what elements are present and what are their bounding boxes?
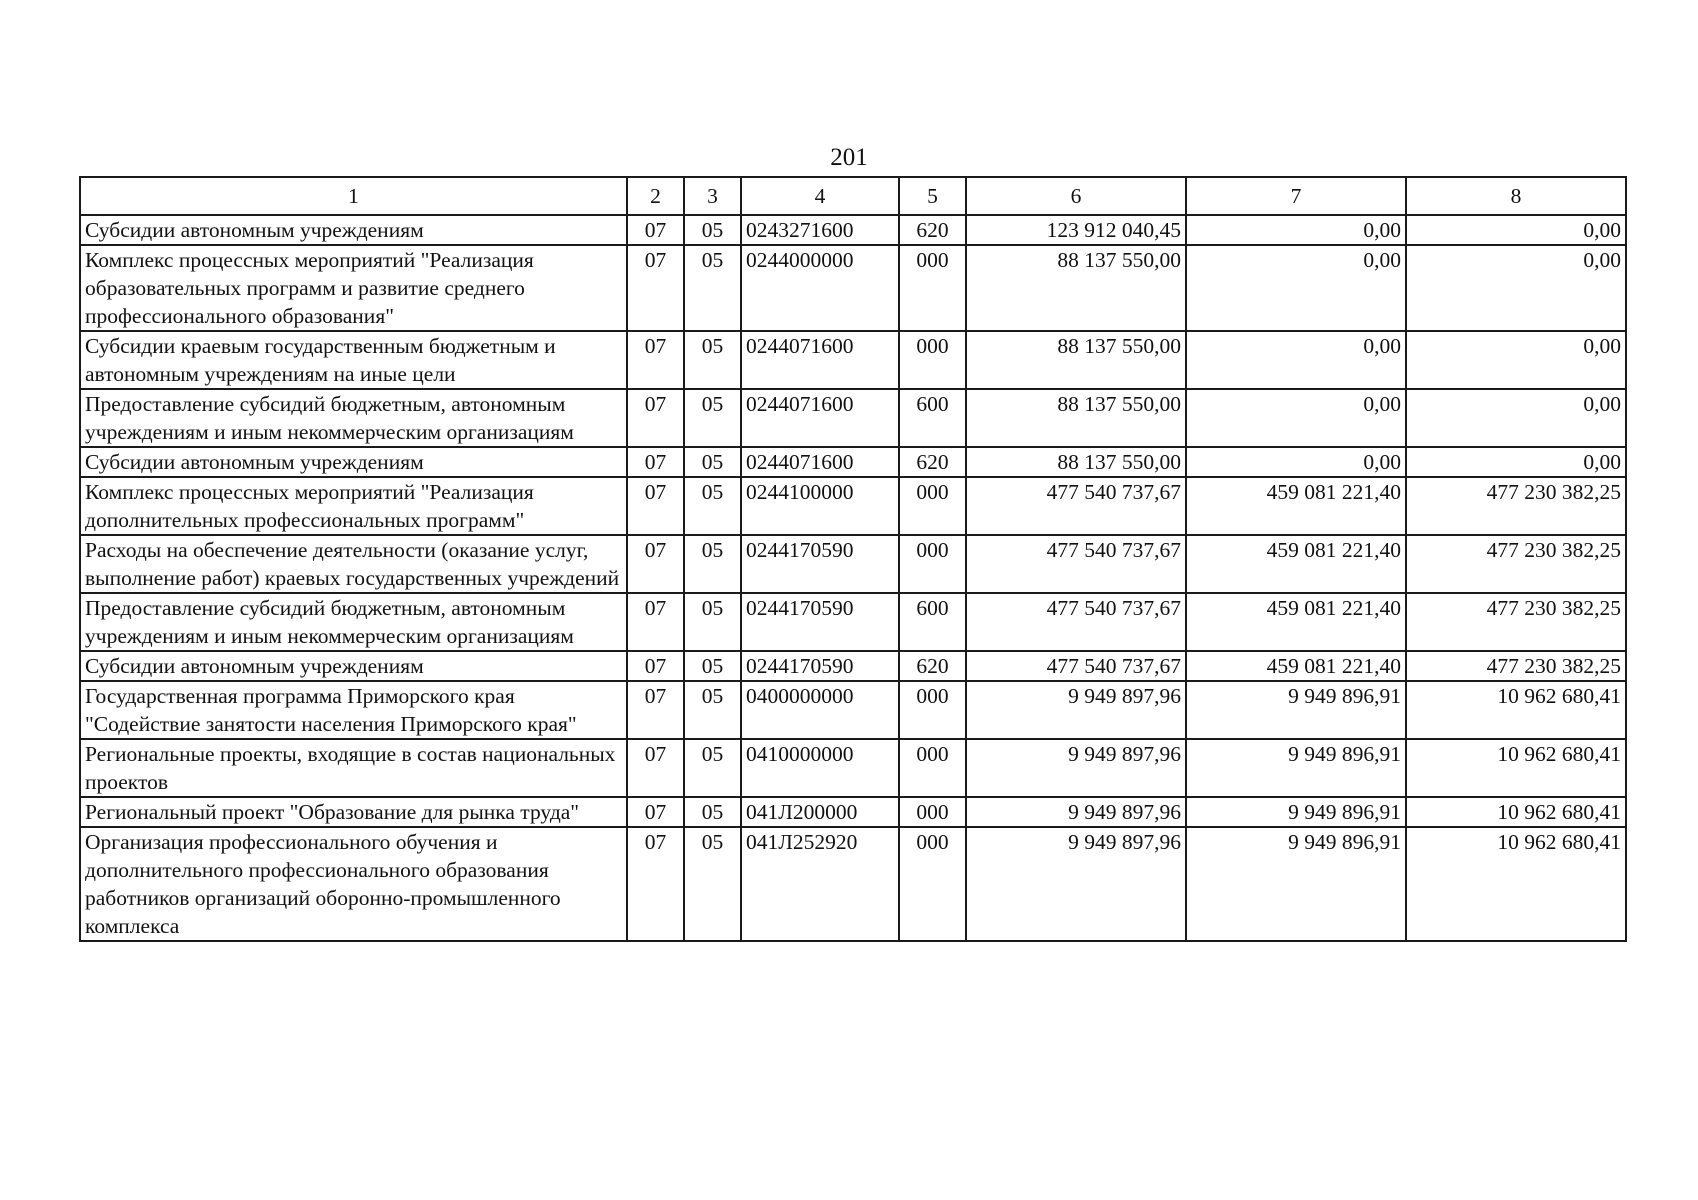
row-section-cell: 07 bbox=[627, 535, 684, 593]
header-cell-6: 6 bbox=[966, 177, 1186, 215]
row-section-cell: 07 bbox=[627, 593, 684, 651]
header-cell-3: 3 bbox=[684, 177, 741, 215]
row-target-article-cell: 0400000000 bbox=[741, 681, 899, 739]
row-amount-col8-cell: 477 230 382,25 bbox=[1406, 535, 1626, 593]
row-name-cell: Субсидии автономным учреждениям bbox=[80, 215, 627, 245]
table-row bbox=[80, 331, 1626, 389]
table-row bbox=[80, 797, 1626, 827]
row-expense-type-cell: 620 bbox=[899, 651, 966, 681]
row-target-article-cell: 0244000000 bbox=[741, 245, 899, 331]
row-target-article-cell: 0243271600 bbox=[741, 215, 899, 245]
row-amount-col6-cell: 88 137 550,00 bbox=[966, 245, 1186, 331]
row-subsection-cell: 05 bbox=[684, 681, 741, 739]
row-section-cell: 07 bbox=[627, 389, 684, 447]
row-amount-col6-cell: 88 137 550,00 bbox=[966, 331, 1186, 389]
row-name-cell: Комплекс процессных мероприятий "Реализация дополнительных профессиональных программ" bbox=[80, 477, 627, 535]
row-expense-type-cell: 000 bbox=[899, 245, 966, 331]
page-number: 201 bbox=[830, 144, 868, 171]
row-amount-col6-cell: 477 540 737,67 bbox=[966, 651, 1186, 681]
row-amount-col6-cell: 9 949 897,96 bbox=[966, 739, 1186, 797]
table-row bbox=[80, 651, 1626, 681]
row-target-article-cell: 0244071600 bbox=[741, 331, 899, 389]
row-amount-col7-cell: 459 081 221,40 bbox=[1186, 593, 1406, 651]
row-amount-col8-cell: 477 230 382,25 bbox=[1406, 651, 1626, 681]
row-name-cell: Комплекс процессных мероприятий "Реализация образовательных программ и развитие среднего профессионального образования" bbox=[80, 245, 627, 331]
row-amount-col8-cell: 10 962 680,41 bbox=[1406, 797, 1626, 827]
row-section-cell: 07 bbox=[627, 447, 684, 477]
row-amount-col6-cell: 9 949 897,96 bbox=[966, 681, 1186, 739]
row-amount-col8-cell: 0,00 bbox=[1406, 447, 1626, 477]
table-body bbox=[80, 215, 1626, 941]
budget-table bbox=[79, 176, 1627, 942]
row-expense-type-cell: 000 bbox=[899, 827, 966, 941]
row-name-cell: Государственная программа Приморского края "Содействие занятости населения Приморского края" bbox=[80, 681, 627, 739]
row-subsection-cell: 05 bbox=[684, 593, 741, 651]
row-name-cell: Предоставление субсидий бюджетным, автономным учреждениям и иным некоммерческим организациям bbox=[80, 593, 627, 651]
row-expense-type-cell: 620 bbox=[899, 447, 966, 477]
row-target-article-cell: 0244071600 bbox=[741, 389, 899, 447]
row-target-article-cell: 0244071600 bbox=[741, 447, 899, 477]
row-amount-col6-cell: 88 137 550,00 bbox=[966, 447, 1186, 477]
row-subsection-cell: 05 bbox=[684, 245, 741, 331]
table-row bbox=[80, 739, 1626, 797]
row-amount-col7-cell: 0,00 bbox=[1186, 447, 1406, 477]
header-cell-7: 7 bbox=[1186, 177, 1406, 215]
row-target-article-cell: 0244100000 bbox=[741, 477, 899, 535]
row-subsection-cell: 05 bbox=[684, 477, 741, 535]
row-amount-col6-cell: 9 949 897,96 bbox=[966, 797, 1186, 827]
table-header bbox=[80, 177, 1626, 215]
row-section-cell: 07 bbox=[627, 827, 684, 941]
table-row bbox=[80, 215, 1626, 245]
row-section-cell: 07 bbox=[627, 651, 684, 681]
table-row bbox=[80, 245, 1626, 331]
table-row bbox=[80, 447, 1626, 477]
row-amount-col8-cell: 477 230 382,25 bbox=[1406, 593, 1626, 651]
row-amount-col8-cell: 10 962 680,41 bbox=[1406, 827, 1626, 941]
row-amount-col8-cell: 0,00 bbox=[1406, 389, 1626, 447]
row-subsection-cell: 05 bbox=[684, 827, 741, 941]
row-amount-col6-cell: 9 949 897,96 bbox=[966, 827, 1186, 941]
table-row bbox=[80, 827, 1626, 941]
row-subsection-cell: 05 bbox=[684, 797, 741, 827]
row-amount-col8-cell: 0,00 bbox=[1406, 331, 1626, 389]
row-subsection-cell: 05 bbox=[684, 389, 741, 447]
table-row bbox=[80, 389, 1626, 447]
row-section-cell: 07 bbox=[627, 739, 684, 797]
row-amount-col7-cell: 459 081 221,40 bbox=[1186, 651, 1406, 681]
row-amount-col7-cell: 9 949 896,91 bbox=[1186, 797, 1406, 827]
row-subsection-cell: 05 bbox=[684, 535, 741, 593]
row-amount-col7-cell: 459 081 221,40 bbox=[1186, 477, 1406, 535]
row-section-cell: 07 bbox=[627, 477, 684, 535]
header-cell-2: 2 bbox=[627, 177, 684, 215]
row-amount-col7-cell: 459 081 221,40 bbox=[1186, 535, 1406, 593]
row-amount-col6-cell: 123 912 040,45 bbox=[966, 215, 1186, 245]
header-cell-5: 5 bbox=[899, 177, 966, 215]
row-amount-col7-cell: 0,00 bbox=[1186, 215, 1406, 245]
row-amount-col7-cell: 0,00 bbox=[1186, 245, 1406, 331]
row-name-cell: Организация профессионального обучения и дополнительного профессионального образования работников организаций оборонно-промышленного комплекса bbox=[80, 827, 627, 941]
row-name-cell: Региональный проект "Образование для рынка труда" bbox=[80, 797, 627, 827]
row-amount-col7-cell: 0,00 bbox=[1186, 389, 1406, 447]
row-amount-col8-cell: 10 962 680,41 bbox=[1406, 681, 1626, 739]
row-name-cell: Субсидии автономным учреждениям bbox=[80, 651, 627, 681]
row-name-cell: Предоставление субсидий бюджетным, автономным учреждениям и иным некоммерческим организациям bbox=[80, 389, 627, 447]
row-amount-col8-cell: 477 230 382,25 bbox=[1406, 477, 1626, 535]
row-amount-col7-cell: 9 949 896,91 bbox=[1186, 681, 1406, 739]
row-name-cell: Расходы на обеспечение деятельности (оказание услуг, выполнение работ) краевых государственных учреждений bbox=[80, 535, 627, 593]
row-amount-col6-cell: 88 137 550,00 bbox=[966, 389, 1186, 447]
header-row bbox=[80, 177, 1626, 215]
row-amount-col6-cell: 477 540 737,67 bbox=[966, 593, 1186, 651]
row-expense-type-cell: 000 bbox=[899, 681, 966, 739]
row-amount-col6-cell: 477 540 737,67 bbox=[966, 535, 1186, 593]
row-expense-type-cell: 000 bbox=[899, 797, 966, 827]
row-amount-col8-cell: 10 962 680,41 bbox=[1406, 739, 1626, 797]
header-cell-4: 4 bbox=[741, 177, 899, 215]
table-row bbox=[80, 477, 1626, 535]
row-subsection-cell: 05 bbox=[684, 739, 741, 797]
row-subsection-cell: 05 bbox=[684, 215, 741, 245]
row-subsection-cell: 05 bbox=[684, 447, 741, 477]
row-target-article-cell: 041Л200000 bbox=[741, 797, 899, 827]
row-amount-col6-cell: 477 540 737,67 bbox=[966, 477, 1186, 535]
table-row bbox=[80, 535, 1626, 593]
row-amount-col7-cell: 9 949 896,91 bbox=[1186, 827, 1406, 941]
row-amount-col8-cell: 0,00 bbox=[1406, 215, 1626, 245]
row-expense-type-cell: 000 bbox=[899, 739, 966, 797]
table-row bbox=[80, 681, 1626, 739]
row-amount-col7-cell: 9 949 896,91 bbox=[1186, 739, 1406, 797]
row-name-cell: Субсидии автономным учреждениям bbox=[80, 447, 627, 477]
row-expense-type-cell: 000 bbox=[899, 477, 966, 535]
row-expense-type-cell: 000 bbox=[899, 331, 966, 389]
row-section-cell: 07 bbox=[627, 215, 684, 245]
row-section-cell: 07 bbox=[627, 245, 684, 331]
row-amount-col8-cell: 0,00 bbox=[1406, 245, 1626, 331]
row-subsection-cell: 05 bbox=[684, 651, 741, 681]
row-expense-type-cell: 000 bbox=[899, 535, 966, 593]
row-expense-type-cell: 600 bbox=[899, 389, 966, 447]
row-expense-type-cell: 620 bbox=[899, 215, 966, 245]
row-target-article-cell: 0244170590 bbox=[741, 651, 899, 681]
row-target-article-cell: 0410000000 bbox=[741, 739, 899, 797]
table-row bbox=[80, 593, 1626, 651]
header-cell-8: 8 bbox=[1406, 177, 1626, 215]
header-cell-1: 1 bbox=[80, 177, 627, 215]
row-section-cell: 07 bbox=[627, 681, 684, 739]
row-target-article-cell: 0244170590 bbox=[741, 535, 899, 593]
row-section-cell: 07 bbox=[627, 331, 684, 389]
row-target-article-cell: 041Л252920 bbox=[741, 827, 899, 941]
row-name-cell: Субсидии краевым государственным бюджетным и автономным учреждениям на иные цели bbox=[80, 331, 627, 389]
row-amount-col7-cell: 0,00 bbox=[1186, 331, 1406, 389]
row-target-article-cell: 0244170590 bbox=[741, 593, 899, 651]
row-subsection-cell: 05 bbox=[684, 331, 741, 389]
row-name-cell: Региональные проекты, входящие в состав национальных проектов bbox=[80, 739, 627, 797]
row-section-cell: 07 bbox=[627, 797, 684, 827]
row-expense-type-cell: 600 bbox=[899, 593, 966, 651]
